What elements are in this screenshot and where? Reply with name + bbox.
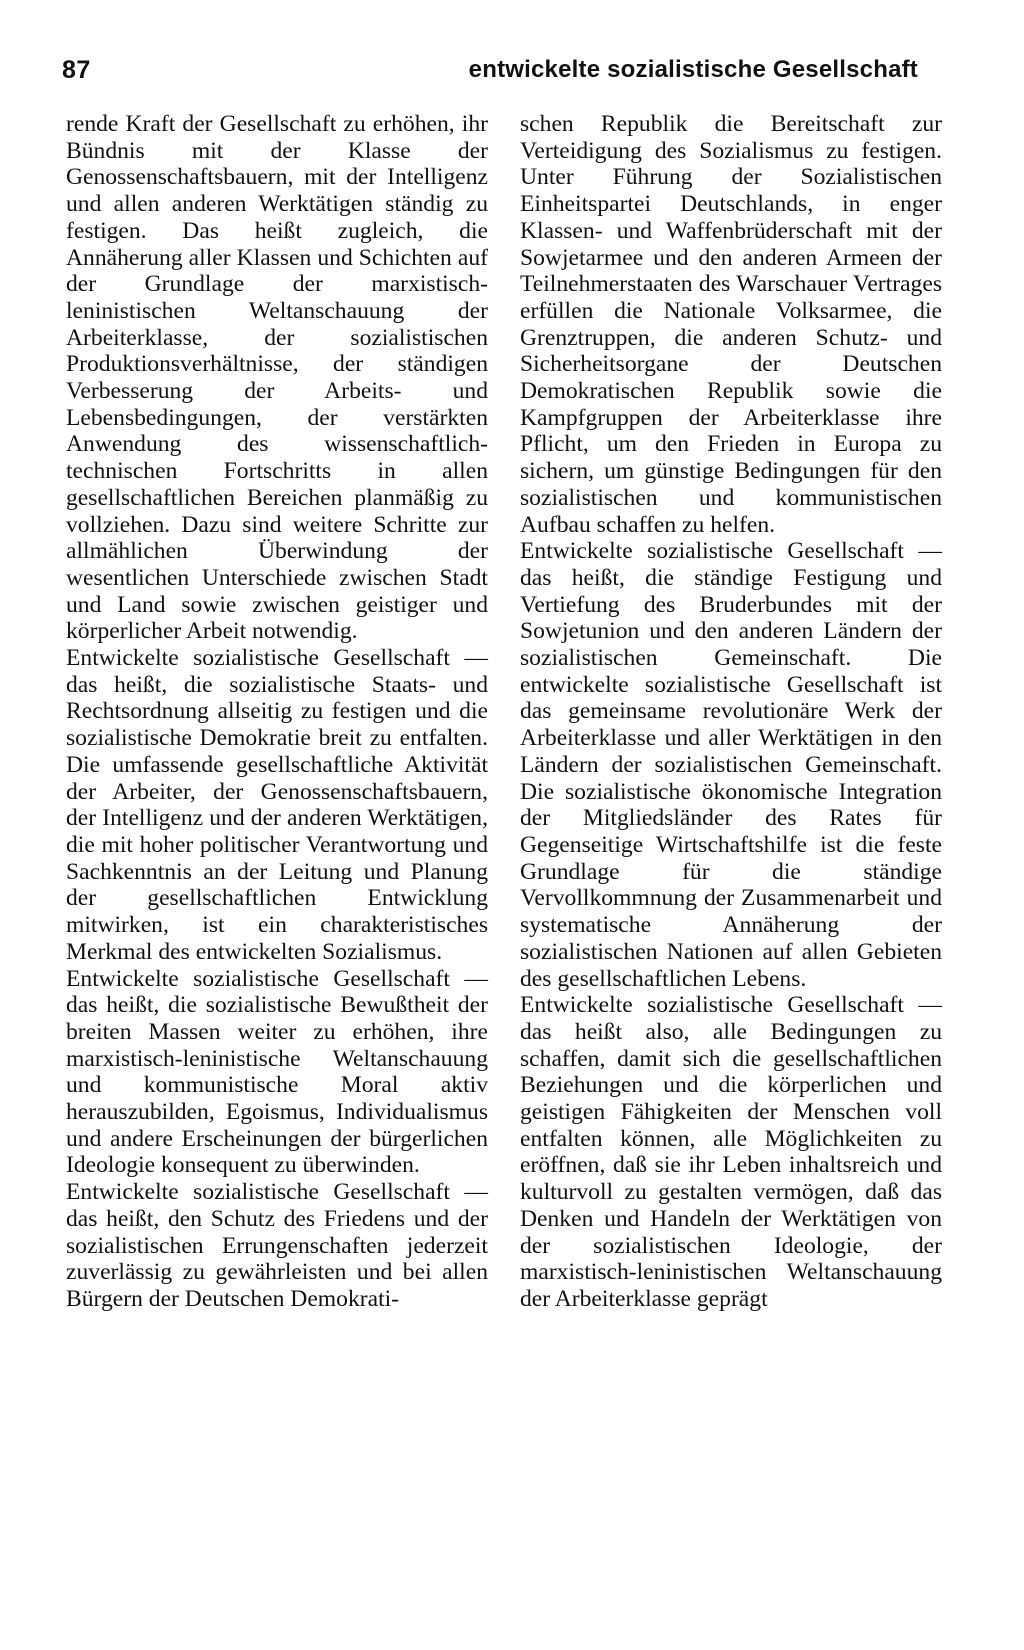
paragraph: Entwickelte sozialistische Gesellschaft — das heißt, die sozialistische Staats- und Rechtsordnung allseitig zu festigen und die sozialistische Demokratie breit zu entfalten. Die umfassende gesellschaftliche Aktivität der Arbeiter, der Genossenschaftsbauern, der Intelligenz und der anderen Werktätigen, die mit hoher politischer Verantwortung und Sachkenntnis an der Leitung und Planung der gesellschaftlichen Entwicklung mitwirken, ist ein charakteristisches Merkmal des entwickelten Sozialismus.	[66, 645, 488, 965]
text-column-right	[520, 111, 942, 1313]
text-column-left	[66, 111, 488, 1313]
paragraph: schen Republik die Bereitschaft zur Verteidigung des Sozialismus zu festigen. Unter Führung der Sozialistischen Einheitspartei Deutschlands, in enger Klassen- und Waffenbrüderschaft mit der Sowjetarmee und den anderen Armeen der Teilnehmerstaaten des Warschauer Vertrages erfüllen die Nationale Volksarmee, die Grenztruppen, die anderen Schutz- und Sicherheitsorgane der Deutschen Demokratischen Republik sowie die Kampfgruppen der Arbeiterklasse ihre Pflicht, um den Frieden in Europa zu sichern, um günstige Bedingungen für den sozialistischen und kommunistischen Aufbau schaffen zu helfen.	[520, 111, 942, 538]
paragraph: Entwickelte sozialistische Gesellschaft — das heißt, die ständige Festigung und Vertiefung des Bruderbundes mit der Sowjetunion und den anderen Ländern der sozialistischen Gemeinschaft. Die entwickelte sozialistische Gesellschaft ist das gemeinsame revolutionäre Werk der Arbeiterklasse und aller Werktätigen in den Ländern der sozialistischen Gemeinschaft. Die sozialistische ökonomische Integration der Mitgliedsländer des Rates für Gegenseitige Wirtschaftshilfe ist die feste Grundlage für die ständige Vervollkommnung der Zusammenarbeit und systematische Annäherung der sozialistischen Nationen auf allen Gebieten des gesellschaftlichen Lebens.	[520, 538, 942, 992]
paragraph: Entwickelte sozialistische Gesellschaft — das heißt, die sozialistische Bewußtheit der breiten Massen weiter zu erhöhen, ihre marxistisch-leninistische Weltanschauung und kommunistische Moral aktiv herauszubilden, Egoismus, Individualismus und andere Erscheinungen der bürgerlichen Ideologie konsequent zu überwinden.	[66, 965, 488, 1179]
paragraph: Entwickelte sozialistische Gesellschaft — das heißt, den Schutz des Friedens und der sozialistischen Errungenschaften jederzeit zuverlässig zu gewährleisten und bei allen Bürgern der Deutschen Demokrati-	[66, 1179, 488, 1312]
paragraph: rende Kraft der Gesellschaft zu erhöhen, ihr Bündnis mit der Klasse der Genossenschaftsbauern, mit der Intelligenz und allen anderen Werktätigen ständig zu festigen. Das heißt zugleich, die Annäherung aller Klassen und Schichten auf der Grundlage der marxistisch-leninistischen Weltanschauung der Arbeiterklasse, der sozialistischen Produktionsverhältnisse, der ständigen Verbesserung der Arbeits- und Lebensbedingungen, der verstärkten Anwendung des wissenschaftlich-technischen Fortschritts in allen gesellschaftlichen Bereichen planmäßig zu vollziehen. Dazu sind weitere Schritte zur allmählichen Überwindung der wesentlichen Unterschiede zwischen Stadt und Land sowie zwischen geistiger und körperlicher Arbeit notwendig.	[66, 111, 488, 645]
running-header-title: entwickelte sozialistische Gesellschaft	[468, 56, 918, 83]
page-number: 87	[62, 56, 91, 84]
paragraph: Entwickelte sozialistische Gesellschaft — das heißt also, alle Bedingungen zu schaffen, damit sich die gesellschaftlichen Beziehungen und die körperlichen und geistigen Fähigkeiten der Menschen voll entfalten können, alle Möglichkeiten zu eröffnen, daß sie ihr Leben inhaltsreich und kulturvoll zu gestalten vermögen, daß das Denken und Handeln der Werktätigen von der sozialistischen Ideologie, der marxistisch-leninistischen Weltanschauung der Arbeiterklasse geprägt	[520, 992, 942, 1312]
